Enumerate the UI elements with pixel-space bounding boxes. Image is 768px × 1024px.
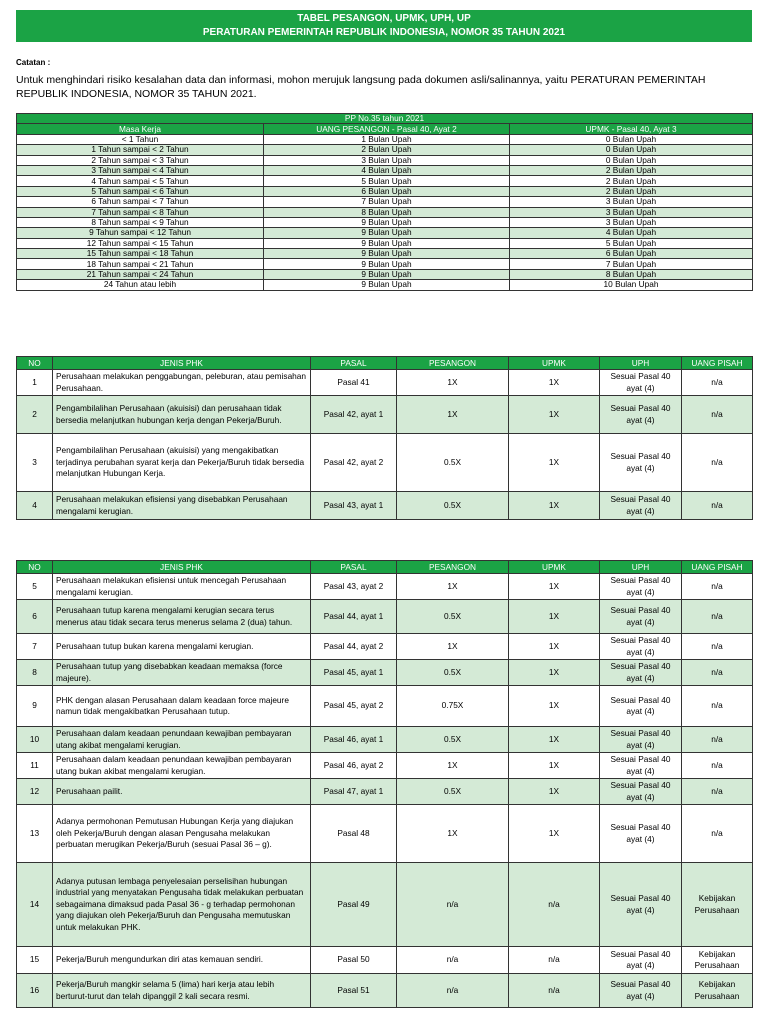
cell-pasal: Pasal 48: [311, 805, 397, 863]
cell-pisah: n/a: [682, 634, 753, 660]
cell-no: 10: [17, 727, 53, 753]
table-row: [17, 753, 753, 779]
table-cell: 1 Bulan Upah: [264, 134, 510, 144]
cell-pisah: Kebijakan Perusahaan: [682, 974, 753, 1008]
cell-uph: Sesuai Pasal 40 ayat (4): [600, 370, 682, 396]
note-label: Catatan :: [16, 58, 51, 67]
table-row: [17, 134, 753, 144]
col-jenis-phk: JENIS PHK: [53, 561, 311, 574]
cell-pasal: Pasal 44, ayat 2: [311, 634, 397, 660]
cell-upmk: 1X: [509, 396, 600, 434]
cell-pisah: n/a: [682, 370, 753, 396]
table-row: [17, 145, 753, 155]
table-row: [17, 600, 753, 634]
table-row: [17, 434, 753, 492]
table-cell: 5 Bulan Upah: [510, 238, 753, 248]
cell-upmk: 1X: [509, 727, 600, 753]
document-title-banner: [16, 10, 752, 42]
table-cell: 18 Tahun sampai < 21 Tahun: [17, 259, 264, 269]
cell-jenis: Pengambilalihan Perusahaan (akuisisi) yang mengakibatkan terjadinya perubahan syarat kerja dan Pekerja/Buruh tidak bersedia melanjutkan Hubungan Kerja.: [53, 434, 311, 492]
cell-uph: Sesuai Pasal 40 ayat (4): [600, 779, 682, 805]
table-row: [17, 686, 753, 727]
table-cell: 8 Bulan Upah: [264, 207, 510, 217]
cell-pasal: Pasal 45, ayat 1: [311, 660, 397, 686]
cell-pasal: Pasal 50: [311, 947, 397, 974]
cell-pasal: Pasal 44, ayat 1: [311, 600, 397, 634]
cell-uph: Sesuai Pasal 40 ayat (4): [600, 634, 682, 660]
table-cell: 9 Tahun sampai < 12 Tahun: [17, 228, 264, 238]
table-cell: 9 Bulan Upah: [264, 238, 510, 248]
table-row: [17, 165, 753, 175]
table-row: [17, 197, 753, 207]
cell-uph: Sesuai Pasal 40 ayat (4): [600, 686, 682, 727]
cell-upmk: 1X: [509, 779, 600, 805]
cell-uph: Sesuai Pasal 40 ayat (4): [600, 974, 682, 1008]
cell-pisah: n/a: [682, 660, 753, 686]
table-row: [17, 370, 753, 396]
cell-upmk: 1X: [509, 634, 600, 660]
table-cell: 0 Bulan Upah: [510, 134, 753, 144]
table-cell: 4 Bulan Upah: [510, 228, 753, 238]
cell-uph: Sesuai Pasal 40 ayat (4): [600, 727, 682, 753]
cell-pesangon: 0.5X: [397, 727, 509, 753]
cell-pisah: n/a: [682, 753, 753, 779]
table-row: [17, 249, 753, 259]
cell-no: 5: [17, 574, 53, 600]
cell-upmk: 1X: [509, 574, 600, 600]
cell-no: 4: [17, 492, 53, 520]
cell-pasal: Pasal 43, ayat 2: [311, 574, 397, 600]
table-cell: 12 Tahun sampai < 15 Tahun: [17, 238, 264, 248]
table-row: [17, 396, 753, 434]
col-no: NO: [17, 561, 53, 574]
cell-jenis: Perusahaan tutup yang disebabkan keadaan memaksa (force majeure).: [53, 660, 311, 686]
table-cell: 10 Bulan Upah: [510, 280, 753, 290]
table-cell: 9 Bulan Upah: [264, 249, 510, 259]
col-no: NO: [17, 357, 53, 370]
table-cell: 9 Bulan Upah: [264, 269, 510, 279]
cell-jenis: Pekerja/Buruh mengundurkan diri atas kemauan sendiri.: [53, 947, 311, 974]
table-cell: 9 Bulan Upah: [264, 217, 510, 227]
cell-pesangon: 0.75X: [397, 686, 509, 727]
cell-pisah: n/a: [682, 779, 753, 805]
table-cell: 3 Bulan Upah: [264, 155, 510, 165]
cell-jenis: Perusahaan tutup karena mengalami kerugian secara terus menerus atau tidak secara terus menerus selama 2 (dua) tahun.: [53, 600, 311, 634]
table-row: [17, 660, 753, 686]
tenure-table-caption: PP No.35 tahun 2021: [17, 114, 753, 124]
cell-upmk: 1X: [509, 686, 600, 727]
table-row: [17, 228, 753, 238]
col-pasal: PASAL: [311, 357, 397, 370]
table-cell: 7 Tahun sampai < 8 Tahun: [17, 207, 264, 217]
cell-upmk: 1X: [509, 600, 600, 634]
table-cell: 6 Bulan Upah: [264, 186, 510, 196]
table-cell: 4 Bulan Upah: [264, 165, 510, 175]
cell-uph: Sesuai Pasal 40 ayat (4): [600, 805, 682, 863]
cell-pisah: n/a: [682, 727, 753, 753]
cell-pesangon: n/a: [397, 863, 509, 947]
cell-uph: Sesuai Pasal 40 ayat (4): [600, 753, 682, 779]
cell-upmk: n/a: [509, 947, 600, 974]
table-cell: 6 Tahun sampai < 7 Tahun: [17, 197, 264, 207]
cell-uph: Sesuai Pasal 40 ayat (4): [600, 574, 682, 600]
cell-no: 14: [17, 863, 53, 947]
col-upmk: UPMK: [509, 357, 600, 370]
table-row: [17, 207, 753, 217]
cell-pasal: Pasal 43, ayat 1: [311, 492, 397, 520]
table-cell: < 1 Tahun: [17, 134, 264, 144]
cell-no: 2: [17, 396, 53, 434]
table-cell: 2 Bulan Upah: [510, 165, 753, 175]
table-row: [17, 492, 753, 520]
table-row: [17, 974, 753, 1008]
col-masa-kerja: Masa Kerja: [17, 124, 264, 134]
cell-upmk: 1X: [509, 434, 600, 492]
cell-pesangon: 0.5X: [397, 492, 509, 520]
cell-no: 12: [17, 779, 53, 805]
cell-pisah: n/a: [682, 805, 753, 863]
cell-no: 1: [17, 370, 53, 396]
cell-uph: Sesuai Pasal 40 ayat (4): [600, 660, 682, 686]
document-subtitle: PERATURAN PEMERINTAH REPUBLIK INDONESIA, NOMOR 35 TAHUN 2021: [202, 27, 566, 38]
cell-uph: Sesuai Pasal 40 ayat (4): [600, 600, 682, 634]
cell-pesangon: 1X: [397, 396, 509, 434]
cell-no: 7: [17, 634, 53, 660]
table-row: [17, 727, 753, 753]
table-cell: 9 Bulan Upah: [264, 280, 510, 290]
table-cell: 4 Tahun sampai < 5 Tahun: [17, 176, 264, 186]
cell-upmk: 1X: [509, 805, 600, 863]
cell-no: 11: [17, 753, 53, 779]
table-cell: 7 Bulan Upah: [264, 197, 510, 207]
col-uang-pesangon: UANG PESANGON - Pasal 40, Ayat 2: [264, 124, 510, 134]
table-cell: 9 Bulan Upah: [264, 228, 510, 238]
cell-pesangon: 1X: [397, 753, 509, 779]
cell-jenis: Perusahaan pailit.: [53, 779, 311, 805]
col-uph: UPH: [600, 561, 682, 574]
cell-pesangon: n/a: [397, 947, 509, 974]
cell-upmk: 1X: [509, 753, 600, 779]
cell-pasal: Pasal 42, ayat 2: [311, 434, 397, 492]
table-row: [17, 217, 753, 227]
cell-no: 15: [17, 947, 53, 974]
cell-pisah: Kebijakan Perusahaan: [682, 947, 753, 974]
cell-pesangon: 1X: [397, 634, 509, 660]
table-cell: 0 Bulan Upah: [510, 145, 753, 155]
table-cell: 3 Bulan Upah: [510, 197, 753, 207]
table-row: [17, 155, 753, 165]
cell-pesangon: 0.5X: [397, 434, 509, 492]
table-row: [17, 259, 753, 269]
cell-uph: Sesuai Pasal 40 ayat (4): [600, 492, 682, 520]
table-cell: 3 Tahun sampai < 4 Tahun: [17, 165, 264, 175]
table-cell: 5 Bulan Upah: [264, 176, 510, 186]
table-cell: 21 Tahun sampai < 24 Tahun: [17, 269, 264, 279]
cell-uph: Sesuai Pasal 40 ayat (4): [600, 947, 682, 974]
cell-pasal: Pasal 46, ayat 1: [311, 727, 397, 753]
cell-uph: Sesuai Pasal 40 ayat (4): [600, 863, 682, 947]
table-cell: 7 Bulan Upah: [510, 259, 753, 269]
cell-pesangon: 1X: [397, 370, 509, 396]
table-cell: 15 Tahun sampai < 18 Tahun: [17, 249, 264, 259]
cell-jenis: Adanya putusan lembaga penyelesaian perselisihan hubungan industrial yang menyatakan Pengusaha tidak melakukan perbuatan sebagaimana dimaksud pada Pasal 36 - g terhadap permohonan yang diajukan oleh Pekerja/Buruh dan Pengusaha memutuskan untuk melakukan PHK.: [53, 863, 311, 947]
cell-no: 9: [17, 686, 53, 727]
cell-pisah: n/a: [682, 574, 753, 600]
table-row: [17, 634, 753, 660]
table-row: [17, 269, 753, 279]
cell-no: 13: [17, 805, 53, 863]
cell-no: 8: [17, 660, 53, 686]
cell-upmk: n/a: [509, 974, 600, 1008]
table-cell: 8 Tahun sampai < 9 Tahun: [17, 217, 264, 227]
note-text: Untuk menghindari risiko kesalahan data dan informasi, mohon merujuk langsung pada dokumen asli/salinannya, yaitu PERATURAN PEMERINTAH REPUBLIK INDONESIA, NOMOR 35 TAHUN 2021.: [16, 74, 706, 100]
cell-no: 6: [17, 600, 53, 634]
cell-upmk: 1X: [509, 492, 600, 520]
cell-pasal: Pasal 45, ayat 2: [311, 686, 397, 727]
cell-jenis: Adanya permohonan Pemutusan Hubungan Kerja yang diajukan oleh Pekerja/Buruh dengan alasan Pengusaha melakukan perbuatan merugikan Pekerja/Buruh (sesuai Pasal 36 – g).: [53, 805, 311, 863]
table-row: [17, 280, 753, 290]
phk-table-2: [16, 560, 753, 1008]
cell-jenis: PHK dengan alasan Perusahaan dalam keadaan force majeure namun tidak mengakibatkan Perusahaan tutup.: [53, 686, 311, 727]
tenure-table: [16, 113, 753, 291]
cell-no: 3: [17, 434, 53, 492]
cell-pesangon: 0.5X: [397, 600, 509, 634]
table-cell: 3 Bulan Upah: [510, 207, 753, 217]
col-uang-pisah: UANG PISAH: [682, 561, 753, 574]
table-row: [17, 186, 753, 196]
table-cell: 0 Bulan Upah: [510, 155, 753, 165]
cell-no: 16: [17, 974, 53, 1008]
col-pesangon: PESANGON: [397, 357, 509, 370]
col-uang-pisah: UANG PISAH: [682, 357, 753, 370]
cell-pasal: Pasal 47, ayat 1: [311, 779, 397, 805]
cell-jenis: Pekerja/Buruh mangkir selama 5 (lima) hari kerja atau lebih berturut-turut dan telah dipanggil 2 kali secara resmi.: [53, 974, 311, 1008]
table-cell: 2 Tahun sampai < 3 Tahun: [17, 155, 264, 165]
table-cell: 8 Bulan Upah: [510, 269, 753, 279]
col-jenis-phk: JENIS PHK: [53, 357, 311, 370]
cell-uph: Sesuai Pasal 40 ayat (4): [600, 396, 682, 434]
table-row: [17, 863, 753, 947]
table-row: [17, 947, 753, 974]
note-block: [16, 56, 752, 101]
col-pesangon: PESANGON: [397, 561, 509, 574]
cell-upmk: 1X: [509, 660, 600, 686]
cell-pisah: n/a: [682, 434, 753, 492]
table-row: [17, 176, 753, 186]
col-pasal: PASAL: [311, 561, 397, 574]
cell-pesangon: 1X: [397, 805, 509, 863]
cell-jenis: Perusahaan melakukan efisiensi yang disebabkan Perusahaan mengalami kerugian.: [53, 492, 311, 520]
document-title: TABEL PESANGON, UPMK, UPH, UP: [297, 13, 471, 24]
cell-pesangon: 0.5X: [397, 779, 509, 805]
table-cell: 2 Bulan Upah: [264, 145, 510, 155]
table-cell: 5 Tahun sampai < 6 Tahun: [17, 186, 264, 196]
cell-upmk: 1X: [509, 370, 600, 396]
cell-pisah: Kebijakan Perusahaan: [682, 863, 753, 947]
cell-pesangon: 0.5X: [397, 660, 509, 686]
table-cell: 3 Bulan Upah: [510, 217, 753, 227]
col-upmk: UPMK - Pasal 40, Ayat 3: [510, 124, 753, 134]
cell-pisah: n/a: [682, 600, 753, 634]
table-row: [17, 574, 753, 600]
table-cell: 9 Bulan Upah: [264, 259, 510, 269]
cell-uph: Sesuai Pasal 40 ayat (4): [600, 434, 682, 492]
table-row: [17, 779, 753, 805]
table-cell: 2 Bulan Upah: [510, 176, 753, 186]
cell-pisah: n/a: [682, 492, 753, 520]
cell-pesangon: 1X: [397, 574, 509, 600]
cell-pasal: Pasal 41: [311, 370, 397, 396]
table-cell: 24 Tahun atau lebih: [17, 280, 264, 290]
cell-pesangon: n/a: [397, 974, 509, 1008]
table-cell: 2 Bulan Upah: [510, 186, 753, 196]
cell-jenis: Perusahaan tutup bukan karena mengalami kerugian.: [53, 634, 311, 660]
col-upmk: UPMK: [509, 561, 600, 574]
cell-jenis: Perusahaan dalam keadaan penundaan kewajiban pembayaran utang bukan akibat mengalami kerugian.: [53, 753, 311, 779]
cell-pisah: n/a: [682, 396, 753, 434]
cell-pasal: Pasal 42, ayat 1: [311, 396, 397, 434]
cell-jenis: Pengambilalihan Perusahaan (akuisisi) dan perusahaan tidak bersedia melanjutkan hubungan kerja dengan Pekerja/Buruh.: [53, 396, 311, 434]
cell-upmk: n/a: [509, 863, 600, 947]
cell-jenis: Perusahaan melakukan penggabungan, peleburan, atau pemisahan Perusahaan.: [53, 370, 311, 396]
cell-pasal: Pasal 46, ayat 2: [311, 753, 397, 779]
cell-pasal: Pasal 51: [311, 974, 397, 1008]
col-uph: UPH: [600, 357, 682, 370]
phk-table-1: [16, 356, 753, 520]
table-cell: 6 Bulan Upah: [510, 249, 753, 259]
cell-jenis: Perusahaan melakukan efisiensi untuk mencegah Perusahaan mengalami kerugian.: [53, 574, 311, 600]
cell-pasal: Pasal 49: [311, 863, 397, 947]
cell-pisah: n/a: [682, 686, 753, 727]
table-row: [17, 238, 753, 248]
table-row: [17, 805, 753, 863]
cell-jenis: Perusahaan dalam keadaan penundaan kewajiban pembayaran utang akibat mengalami kerugian.: [53, 727, 311, 753]
table-cell: 1 Tahun sampai < 2 Tahun: [17, 145, 264, 155]
